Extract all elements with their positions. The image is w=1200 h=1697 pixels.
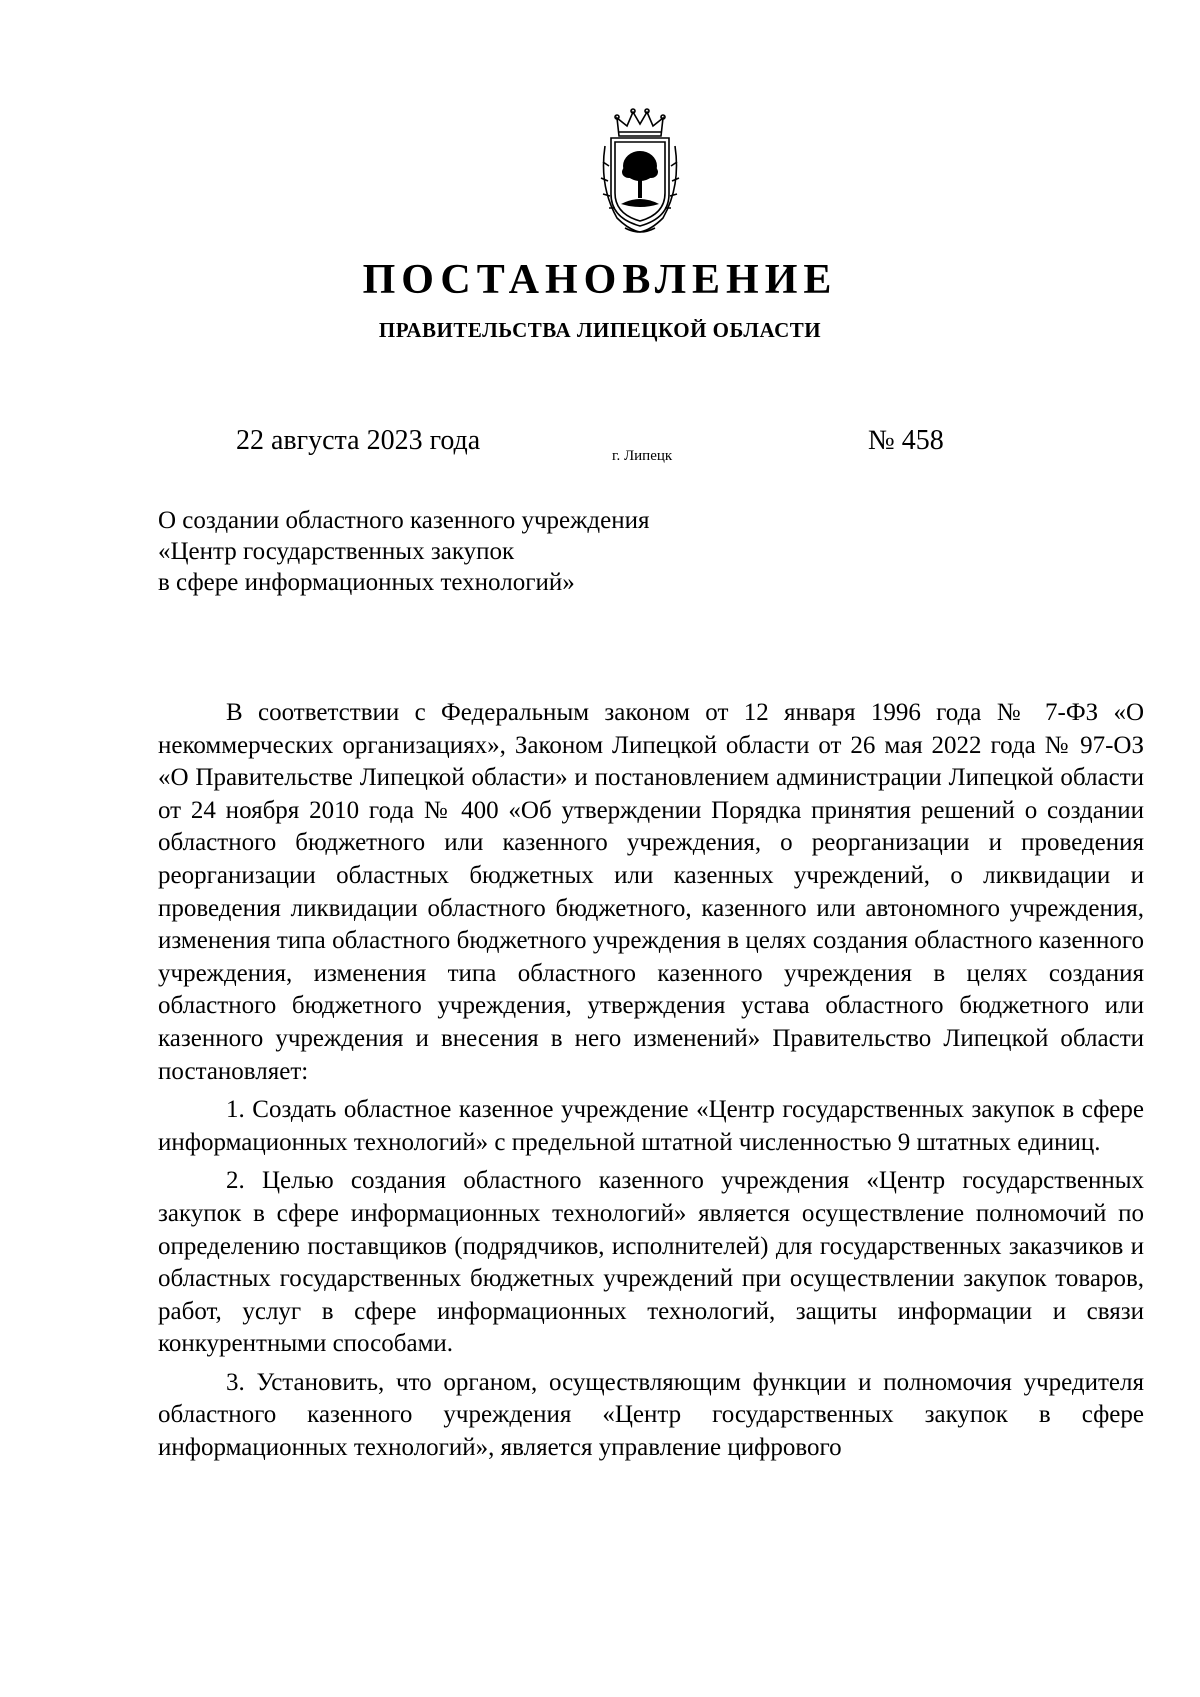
- document-subtitle: ПРАВИТЕЛЬСТВА ЛИПЕЦКОЙ ОБЛАСТИ: [378, 318, 822, 342]
- clause-3-paragraph: 3. Установить, что органом, осуществляющим функции и полномочия учредителя областного казенного учреждения «Центр государственных закупок в сфере информационных технологий», является управление цифрового: [158, 1368, 1144, 1462]
- subject-line: в сфере информационных технологий»: [158, 569, 575, 596]
- subject-line: «Центр государственных закупок: [158, 538, 515, 565]
- subject-line: О создании областного казенного учреждения: [158, 507, 650, 534]
- document-city: г. Липецк: [612, 448, 673, 464]
- document-number: № 458: [868, 425, 944, 456]
- clause-2-paragraph: 2. Целью создания областного казенного учреждения «Центр государственных закупок в сфере информационных технологий» является осуществление полномочий по определению поставщиков (подрядчиков, исполнителей) для государственных заказчиков и областных государственных бюджетных учреждений при осуществлении закупок товаров, работ, услуг в сфере информационных технологий, защиты информации и связи конкурентными способами.: [158, 1167, 1144, 1358]
- coat-of-arms-icon: [595, 106, 685, 238]
- preamble-paragraph: В соответствии с Федеральным законом от 12 января 1996 года № 7-ФЗ «О некоммерческих организациях», Законом Липецкой области от 26 мая 2022 года № 97-ОЗ «О Правительстве Липецкой области» и постановлением администрации Липецкой области от 24 ноября 2010 года № 400 «Об утверждении Порядка принятия решений о создании областного бюджетного или казенного учреждения, о реорганизации и проведения реорганизации областных бюджетных или казенных учреждений, о ликвидации и проведения ликвидации областного бюджетного, казенного или автономного учреждения, изменения типа областного бюджетного учреждения в целях создания областного казенного учреждения, изменения типа областного казенного учреждения в целях создания областного бюджетного учреждения, утверждения устава областного бюджетного или казенного учреждения и внесения в него изменений» Правительство Липецкой области постановляет:: [158, 699, 1144, 1085]
- document-body: [158, 697, 1144, 1471]
- document-subject: [158, 505, 649, 598]
- document-title: ПОСТАНОВЛЕНИЕ: [362, 257, 838, 303]
- clause-1-paragraph: 1. Создать областное казенное учреждение «Центр государственных закупок в сфере информационных технологий» с предельной штатной численностью 9 штатных единиц.: [158, 1096, 1144, 1156]
- document-date: 22 августа 2023 года: [236, 425, 481, 456]
